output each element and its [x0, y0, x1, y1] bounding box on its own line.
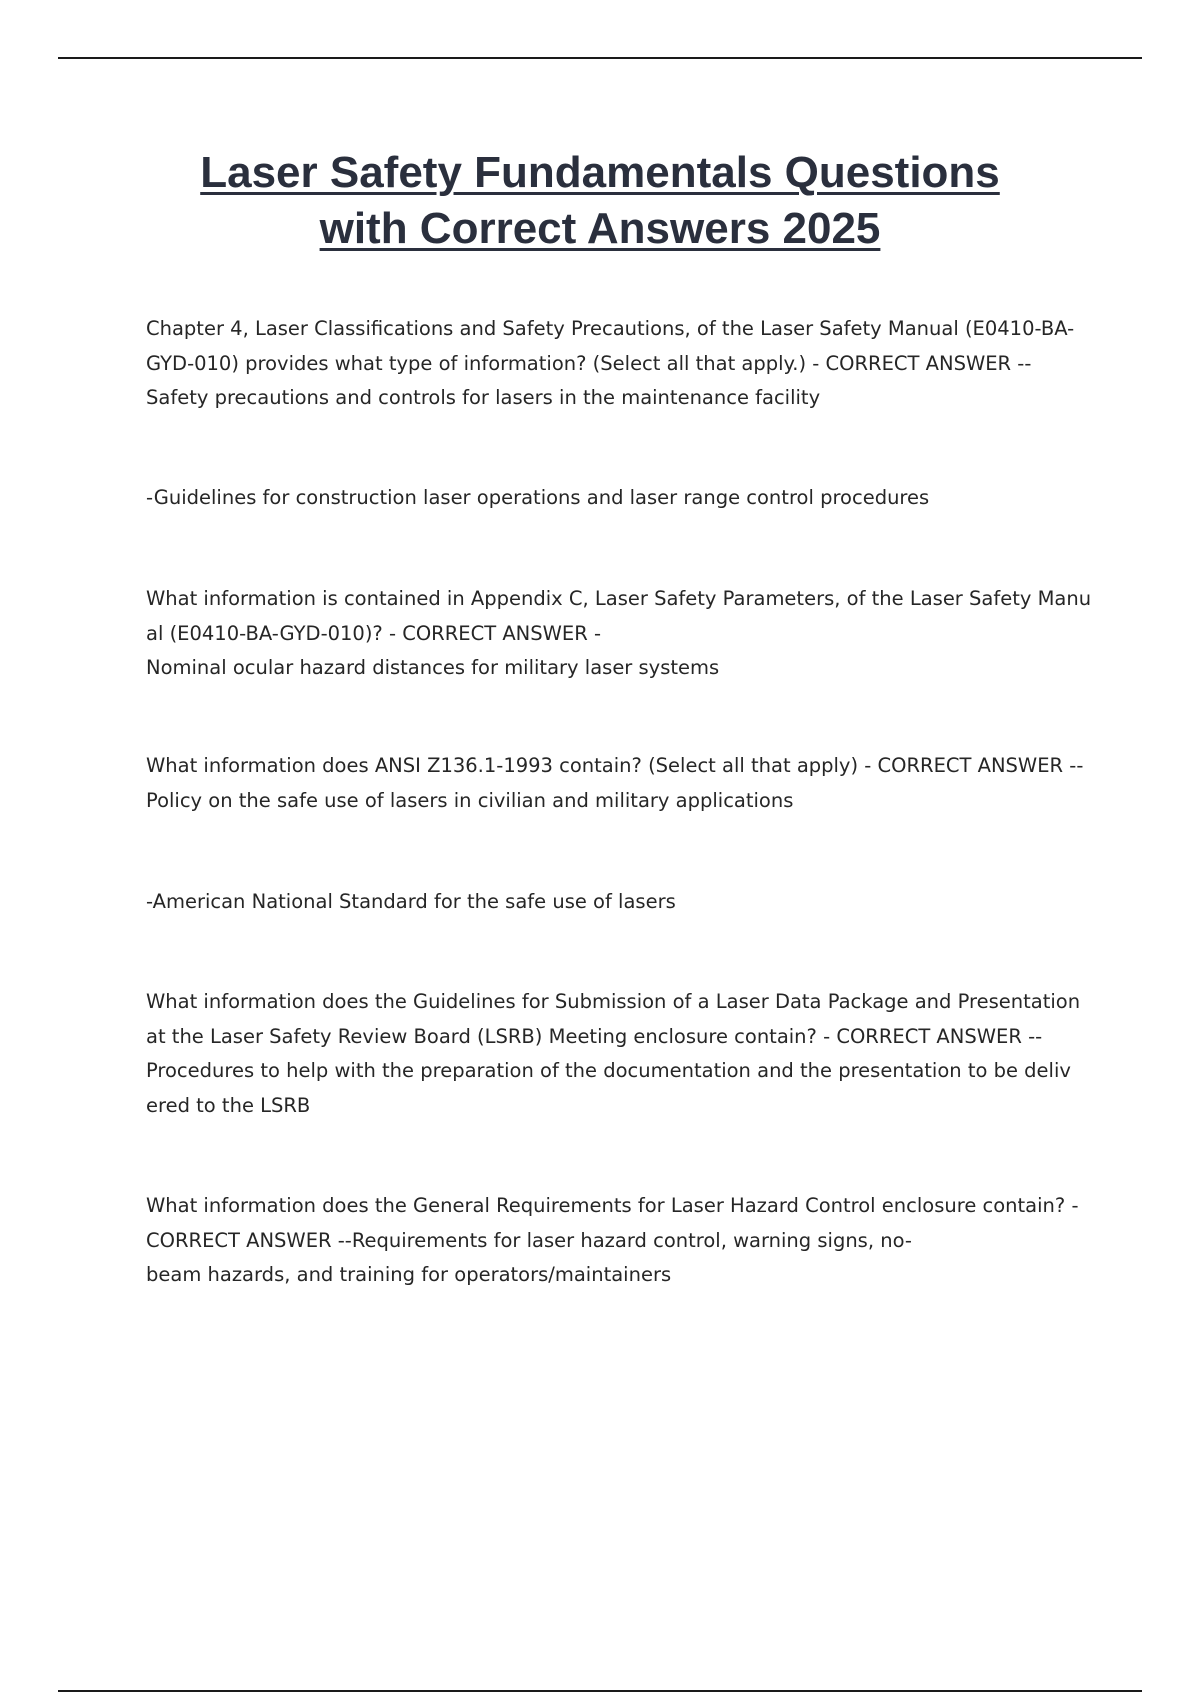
- title-line-1: Laser Safety Fundamentals Questions: [200, 148, 1000, 197]
- qa-block-lsrb: [146, 985, 1096, 1123]
- text-line: What information is contained in Appendix C, Laser Safety Parameters, of the Laser Safety Manu: [146, 587, 1092, 610]
- text-line: ered to the LSRB: [146, 1093, 311, 1117]
- qa-block-appendix-c: [146, 582, 1096, 686]
- text-line: at the Laser Safety Review Board (LSRB) Meeting enclosure contain? - CORRECT ANSWER --: [146, 1024, 1043, 1048]
- answer-block-american-national-standard: [146, 885, 1096, 920]
- text-line: Procedures to help with the preparation of the documentation and the presentation to be deliv: [146, 1059, 1071, 1082]
- answer-block-construction-guidelines: [146, 481, 1096, 516]
- text-line: Nominal ocular hazard distances for military laser systems: [146, 656, 720, 679]
- text-line: Chapter 4, Laser Classifications and Safety Precautions, of the Laser Safety Manual (E0410-BA-: [146, 317, 1075, 340]
- top-rule: [58, 57, 1142, 59]
- text-line: beam hazards, and training for operators/maintainers: [146, 1263, 672, 1286]
- text-line: What information does the Guidelines for Submission of a Laser Data Package and Presentation: [146, 990, 1081, 1013]
- text-line: CORRECT ANSWER --Requirements for laser hazard control, warning signs, no-: [146, 1228, 912, 1252]
- text-line: Policy on the safe use of lasers in civilian and military applications: [146, 788, 794, 812]
- qa-block-ansi: [146, 749, 1096, 818]
- text-line: What information does ANSI Z136.1-1993 contain? (Select all that apply) - CORRECT ANSWER --: [146, 754, 1084, 777]
- text-line: Safety precautions and controls for lasers in the maintenance facility: [146, 386, 821, 409]
- page-title: [0, 145, 1200, 257]
- qa-block-chapter-4: [146, 312, 1096, 416]
- text-line: al (E0410-BA-GYD-010)? - CORRECT ANSWER -: [146, 621, 602, 645]
- text-line: What information does the General Requirements for Laser Hazard Control enclosure contain? -: [146, 1194, 1079, 1217]
- text-line: GYD-010) provides what type of information? (Select all that apply.) - CORRECT ANSWER --: [146, 351, 1032, 375]
- qa-block-general-requirements: [146, 1189, 1096, 1293]
- bottom-rule: [58, 1690, 1142, 1692]
- title-line-2: with Correct Answers 2025: [319, 204, 881, 253]
- text-line: -American National Standard for the safe use of lasers: [146, 890, 676, 913]
- text-line: -Guidelines for construction laser operations and laser range control procedures: [146, 486, 930, 509]
